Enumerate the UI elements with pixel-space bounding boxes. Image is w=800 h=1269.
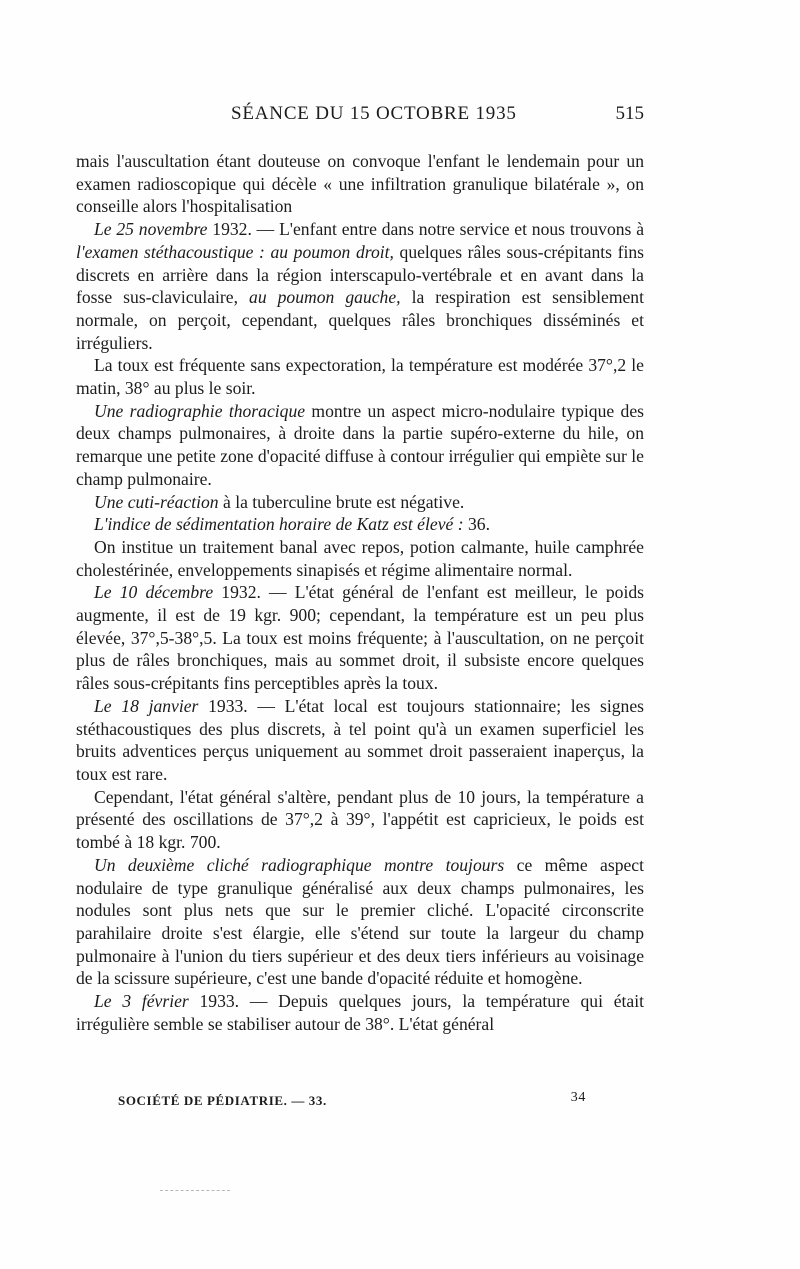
running-head bbox=[76, 103, 644, 133]
italic-text: Le 10 décembre bbox=[94, 582, 214, 603]
text-run: à la tuberculine brute est négative. bbox=[218, 491, 465, 512]
text-run: On institue un traitement banal avec repos, potion calmante, huile camphrée cholestérinée, enveloppements sinapisés et régime alimentaire normal. bbox=[76, 536, 644, 580]
paragraph bbox=[76, 786, 644, 854]
paragraph bbox=[76, 400, 644, 491]
journal-signature: SOCIÉTÉ DE PÉDIATRIE. — 33. bbox=[118, 1093, 327, 1108]
text-run: 36. bbox=[463, 514, 490, 535]
text-run: montre un aspect micro-nodulaire typique des deux champs pulmonaires, à droite dans la partie supéro-externe du hile, on remarque une petite zone d'opacité diffuse à contour irrégulier qui empiète sur le champ pulmonaire. bbox=[76, 400, 644, 489]
italic-text: L'indice de sédimentation horaire de Katz est élevé : bbox=[94, 514, 464, 535]
italic-text: Un deuxième cliché radiographique montre toujours bbox=[94, 854, 505, 875]
paragraph bbox=[76, 581, 644, 695]
italic-text: Une cuti-réaction bbox=[94, 491, 219, 512]
text-run: 1933. — Depuis quelques jours, la température qui était irrégulière semble se stabiliser autour de 38°. L'état général bbox=[76, 991, 644, 1034]
paragraph bbox=[76, 536, 644, 581]
text-run: ce même aspect nodulaire de type granulique généralisé aux deux champs pulmonaires, les nodules sont plus nets que sur le premier cliché. L'opacité circonscrite parahilaire droite s'est élargie, elle s'étend sur toute la largeur du champ pulmonaire à l'union du tiers supérieur et des deux tiers inférieurs au voisinage de la scissure supérieure, c'est une bande d'opacité réduite et homogène. bbox=[76, 854, 644, 989]
text-run: quelques râles sous-crépitants fins discrets en arrière dans la région interscapulo-vertébrale et en avant dans la fosse sus-claviculaire, bbox=[76, 241, 644, 308]
text-run: Cependant, l'état général s'altère, pendant plus de 10 jours, la température a présenté des oscillations de 37°,2 à 39°, l'appétit est capricieux, le poids est tombé à 18 kgr. 700. bbox=[76, 786, 644, 853]
text-run: mais l'auscultation étant douteuse on convoque l'enfant le lendemain pour un examen radioscopique qui décèle « une infiltration granulique bilatérale », on conseille alors l'hospitalisation bbox=[76, 151, 644, 217]
italic-text: l'examen stéthacoustique : au poumon droit, bbox=[76, 241, 394, 262]
paragraph bbox=[76, 513, 644, 536]
italic-text: Le 18 janvier bbox=[94, 695, 199, 716]
text-run: la respiration est sensiblement normale, on perçoit, cependant, quelques râles bronchiques disséminés et irréguliers. bbox=[76, 287, 644, 353]
print-mark bbox=[160, 1190, 230, 1192]
text-run: 1932. — L'enfant entre dans notre service et nous trouvons à bbox=[207, 219, 645, 240]
paragraph bbox=[76, 354, 644, 399]
paragraph bbox=[76, 695, 644, 786]
paragraph bbox=[76, 150, 644, 218]
paragraph bbox=[76, 854, 644, 990]
paragraph bbox=[76, 491, 644, 514]
page-number: 515 bbox=[615, 103, 644, 124]
text-run: 1933. — L'état local est toujours stationnaire; les signes stéthacoustiques des plus discrets, à tel point qu'à un examen superficiel les bruits adventices perçus uniquement au sommet droit passeraient inaperçus, la toux est rare. bbox=[76, 695, 644, 784]
italic-text: Le 3 février bbox=[94, 991, 189, 1012]
italic-text: Le 25 novembre bbox=[94, 219, 208, 240]
italic-text: Une radiographie thoracique bbox=[94, 400, 306, 421]
text-run: 1932. — L'état général de l'enfant est meilleur, le poids augmente, il est de 19 kgr. 900; cependant, la température est un peu plus élevée, 37°,5-38°,5. La toux est moins fréquente; à l'auscultation, on ne perçoit plus de râles bronchiques, mais au sommet droit, il subsiste encore quelques râles sous-crépitants fins perceptibles après la toux. bbox=[76, 582, 644, 694]
body-text bbox=[76, 150, 644, 1035]
paragraph bbox=[76, 218, 644, 354]
sheet-signature: 34 bbox=[570, 1090, 586, 1105]
paragraph bbox=[76, 990, 644, 1035]
page-footer bbox=[118, 1090, 586, 1113]
text-run: La toux est fréquente sans expectoration, la température est modérée 37°,2 le matin, 38° au plus le soir. bbox=[76, 355, 644, 399]
running-head-title: SÉANCE DU 15 OCTOBRE 1935 bbox=[231, 103, 517, 124]
italic-text: au poumon gauche, bbox=[249, 287, 401, 308]
